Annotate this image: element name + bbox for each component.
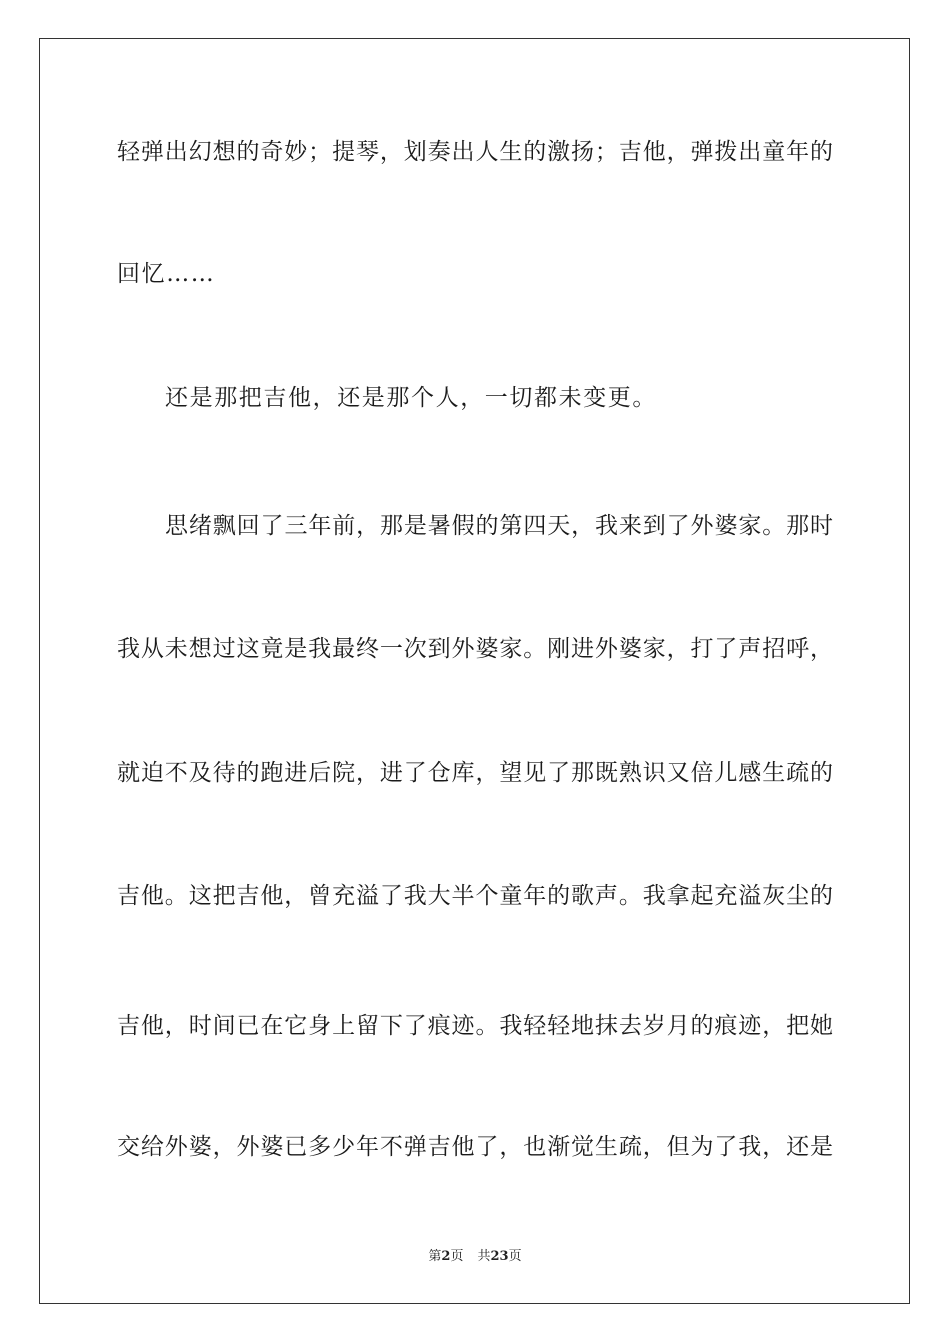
body-text-line-9: 交给外婆，外婆已多少年不弹吉他了，也渐觉生疏，但为了我，还是	[117, 1134, 833, 1160]
body-text-line-5: 我从未想过这竟是我最终一次到外婆家。刚进外婆家，打了声招呼，	[117, 636, 833, 662]
body-text-line-4: 思绪飘回了三年前，那是暑假的第四天，我来到了外婆家。那时	[165, 513, 833, 539]
page-number: 2	[441, 1249, 451, 1264]
body-text-line-8: 吉他，时间已在它身上留下了痕迹。我轻轻地抹去岁月的痕迹，把她	[117, 1013, 833, 1039]
body-text-line-3: 还是那把吉他，还是那个人，一切都未变更。	[165, 385, 657, 411]
body-text-line-7: 吉他。这把吉他，曾充溢了我大半个童年的歌声。我拿起充溢灰尘的	[117, 883, 833, 909]
body-text-line-2: 回忆……	[117, 261, 216, 287]
body-text-line-6: 就迫不及待的跑进后院，进了仓库，望见了那既熟识又倍儿感生疏的	[117, 760, 833, 786]
total-pages: 23	[490, 1249, 509, 1264]
page-label-suffix: 页	[450, 1249, 464, 1264]
total-label-prefix: 共	[477, 1249, 491, 1264]
total-label-suffix: 页	[508, 1249, 522, 1264]
page-label-prefix: 第	[428, 1249, 442, 1264]
page-border	[39, 38, 910, 1304]
page-footer	[0, 1248, 950, 1266]
body-text-line-1: 轻弹出幻想的奇妙；提琴，划奏出人生的激扬；吉他，弹拨出童年的	[117, 139, 833, 165]
